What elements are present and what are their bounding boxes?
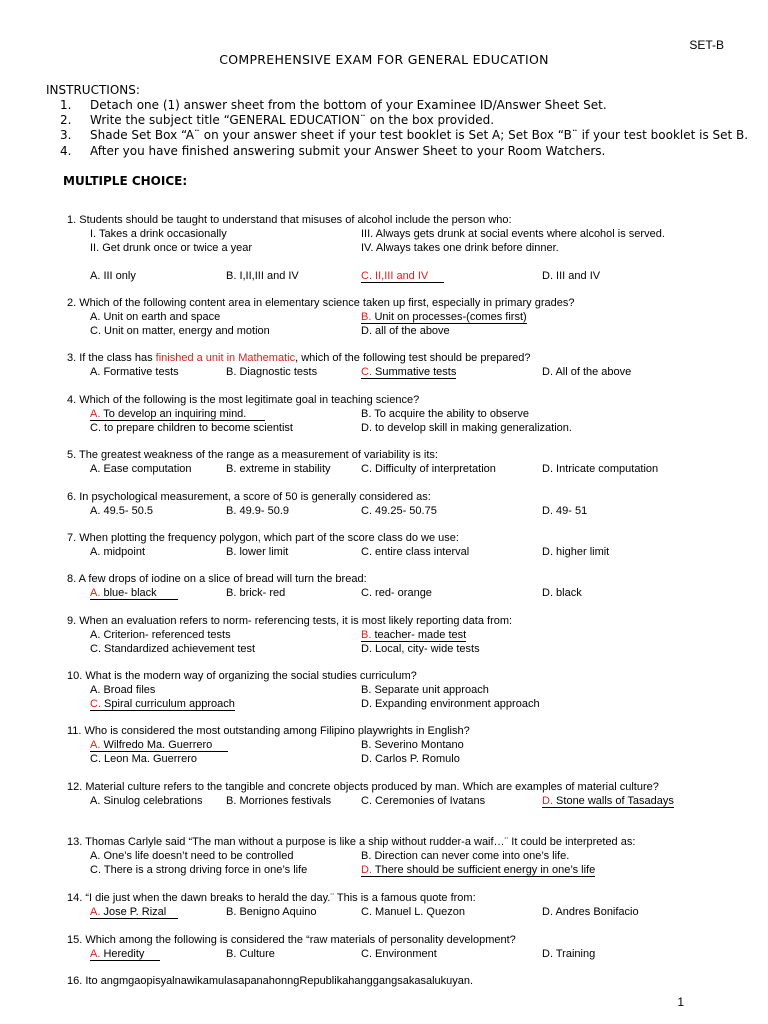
q5-option-b: B. extreme in stability	[226, 463, 331, 475]
q7-option-c: C. entire class interval	[361, 546, 470, 558]
q1-option-a: A. III only	[90, 270, 136, 282]
question-13-stem: 13. Thomas Carlyle said “The man without a purpose is like a ship without rudder-a waif…¨ It could be interpreted as:	[67, 836, 636, 848]
q5-option-a: A. Ease computation	[90, 463, 192, 475]
q1-option-c-answer: C. II,III and IV	[361, 270, 444, 282]
q11-option-c: C. Leon Ma. Guerrero	[90, 753, 197, 765]
q8-option-c: C. red- orange	[361, 587, 432, 599]
q15-option-a-answer: A. Heredity	[90, 948, 160, 960]
q4-option-c: C. to prepare children to become scientist	[90, 422, 293, 434]
set-label: SET-B	[689, 38, 724, 52]
q12-option-a: A. Sinulog celebrations	[90, 795, 203, 807]
question-5-stem: 5. The greatest weakness of the range as a measurement of variability is its:	[67, 449, 438, 461]
instructions-heading: INSTRUCTIONS:	[46, 83, 140, 97]
q1-item-iv: IV. Always takes one drink before dinner.	[361, 242, 559, 254]
q9-option-a: A. Criterion- referenced tests	[90, 629, 231, 641]
q6-option-a: A. 49.5- 50.5	[90, 505, 153, 517]
q10-option-b: B. Separate unit approach	[361, 684, 489, 696]
question-15-stem: 15. Which among the following is considered the “raw materials of personality development?	[67, 934, 516, 946]
question-4-stem: 4. Which of the following is the most legitimate goal in teaching science?	[67, 394, 420, 406]
q13-option-c: C. There is a strong driving force in one’s life	[90, 864, 308, 876]
q10-option-d: D. Expanding environment approach	[361, 698, 540, 710]
q1-option-d: D. III and IV	[542, 270, 601, 282]
question-3-stem: 3. If the class has finished a unit in Mathematic, which of the following test should be prepared?	[67, 352, 531, 364]
q1-option-b: B. I,II,III and IV	[226, 270, 299, 282]
q14-option-b: B. Benigno Aquino	[226, 906, 317, 918]
q2-option-d: D. all of the above	[361, 325, 450, 337]
question-16-stem: 16. Ito angmgaopisyalnawikamulasapanahonngRepublikahanggangsakasalukuyan.	[67, 975, 474, 987]
q12-option-d-answer: D. Stone walls of Tasadays	[542, 795, 674, 807]
q7-option-b: B. lower limit	[226, 546, 289, 558]
page-number: 1	[677, 995, 684, 1009]
q15-option-d: D. Training	[542, 948, 596, 960]
question-2-stem: 2. Which of the following content area in elementary science taken up first, especially in primary grades?	[67, 297, 575, 309]
q5-option-c: C. Difficulty of interpretation	[361, 463, 496, 475]
q4-option-b: B. To acquire the ability to observe	[361, 408, 529, 420]
question-10-stem: 10. What is the modern way of organizing the social studies curriculum?	[67, 670, 417, 682]
instruction-item: 1. Detach one (1) answer sheet from the bottom of your Examinee ID/Answer Sheet Set.	[60, 98, 607, 112]
q13-option-a: A. One’s life doesn’t need to be controlled	[90, 850, 294, 862]
question-9-stem: 9. When an evaluation refers to norm- referencing tests, it is most likely reporting data from:	[67, 615, 513, 627]
question-14-stem: 14. “I die just when the dawn breaks to herald the day.¨ This is a famous quote from:	[67, 892, 476, 904]
q8-option-b: B. brick- red	[226, 587, 286, 599]
q9-option-c: C. Standardized achievement test	[90, 643, 256, 655]
q13-option-b: B. Direction can never come into one’s life.	[361, 850, 570, 862]
q9-option-b-answer: B. teacher- made test	[361, 629, 467, 641]
q8-option-a-answer: A. blue- black	[90, 587, 179, 599]
question-11-stem: 11. Who is considered the most outstanding among Filipino playwrights in English?	[67, 725, 470, 737]
q3-option-c-answer: C. Summative tests	[361, 366, 457, 378]
q11-option-a-answer: A. Wilfredo Ma. Guerrero	[90, 739, 228, 751]
q6-option-d: D. 49- 51	[542, 505, 588, 517]
q2-option-a: A. Unit on earth and space	[90, 311, 221, 323]
q6-option-b: B. 49.9- 50.9	[226, 505, 289, 517]
q8-option-d: D. black	[542, 587, 582, 599]
q6-option-c: C. 49.25- 50.75	[361, 505, 437, 517]
q3-option-a: A. Formative tests	[90, 366, 179, 378]
q3-option-d: D. All of the above	[542, 366, 632, 378]
exam-title: COMPREHENSIVE EXAM FOR GENERAL EDUCATION	[219, 52, 549, 67]
q14-option-a-answer: A. Jose P. Rizal	[90, 906, 179, 918]
q10-option-a: A. Broad files	[90, 684, 156, 696]
question-7-stem: 7. When plotting the frequency polygon, which part of the score class do we use:	[67, 532, 459, 544]
q4-option-d: D. to develop skill in making generalization.	[361, 422, 572, 434]
q7-option-d: D. higher limit	[542, 546, 610, 558]
q1-item-ii: II. Get drunk once or twice a year	[90, 242, 253, 254]
q4-option-a-answer: A. To develop an inquiring mind.	[90, 408, 265, 420]
question-8-stem: 8. A few drops of iodine on a slice of bread will turn the bread:	[67, 573, 367, 585]
q11-option-b: B. Severino Montano	[361, 739, 464, 751]
q1-item-i: I. Takes a drink occasionally	[90, 228, 227, 240]
q15-option-b: B. Culture	[226, 948, 275, 960]
q3-option-b: B. Diagnostic tests	[226, 366, 318, 378]
q7-option-a: A. midpoint	[90, 546, 146, 558]
q9-option-d: D. Local, city- wide tests	[361, 643, 480, 655]
question-12-stem: 12. Material culture refers to the tangible and concrete objects produced by man. Which are examples of material culture?	[67, 781, 659, 793]
q14-option-c: C. Manuel L. Quezon	[361, 906, 465, 918]
q12-option-c: C. Ceremonies of Ivatans	[361, 795, 486, 807]
q2-option-c: C. Unit on matter, energy and motion	[90, 325, 270, 337]
q11-option-d: D. Carlos P. Romulo	[361, 753, 460, 765]
q12-option-b: B. Morriones festivals	[226, 795, 332, 807]
q5-option-d: D. Intricate computation	[542, 463, 659, 475]
q1-item-iii: III. Always gets drunk at social events where alcohol is served.	[361, 228, 665, 240]
q10-option-c-answer: C. Spiral curriculum approach	[90, 698, 235, 710]
instruction-item: 4. After you have finished answering submit your Answer Sheet to your Room Watchers.	[60, 144, 606, 158]
question-1-stem: 1. Students should be taught to understand that misuses of alcohol include the person who:	[67, 214, 512, 226]
q2-option-b-answer: B. Unit on processes-(comes first)	[361, 311, 527, 323]
question-6-stem: 6. In psychological measurement, a score of 50 is generally considered as:	[67, 491, 431, 503]
q15-option-c: C. Environment	[361, 948, 437, 960]
q14-option-d: D. Andres Bonifacio	[542, 906, 639, 918]
q13-option-d-answer: D. There should be sufficient energy in one’s life	[361, 864, 596, 876]
instruction-item: 3. Shade Set Box “A¨ on your answer sheet if your test booklet is Set A; Set Box “B¨ if your test booklet is Set B.	[60, 128, 749, 142]
section-title: MULTIPLE CHOICE:	[63, 174, 188, 188]
instruction-item: 2. Write the subject title “GENERAL EDUCATION¨ on the box provided.	[60, 113, 495, 127]
